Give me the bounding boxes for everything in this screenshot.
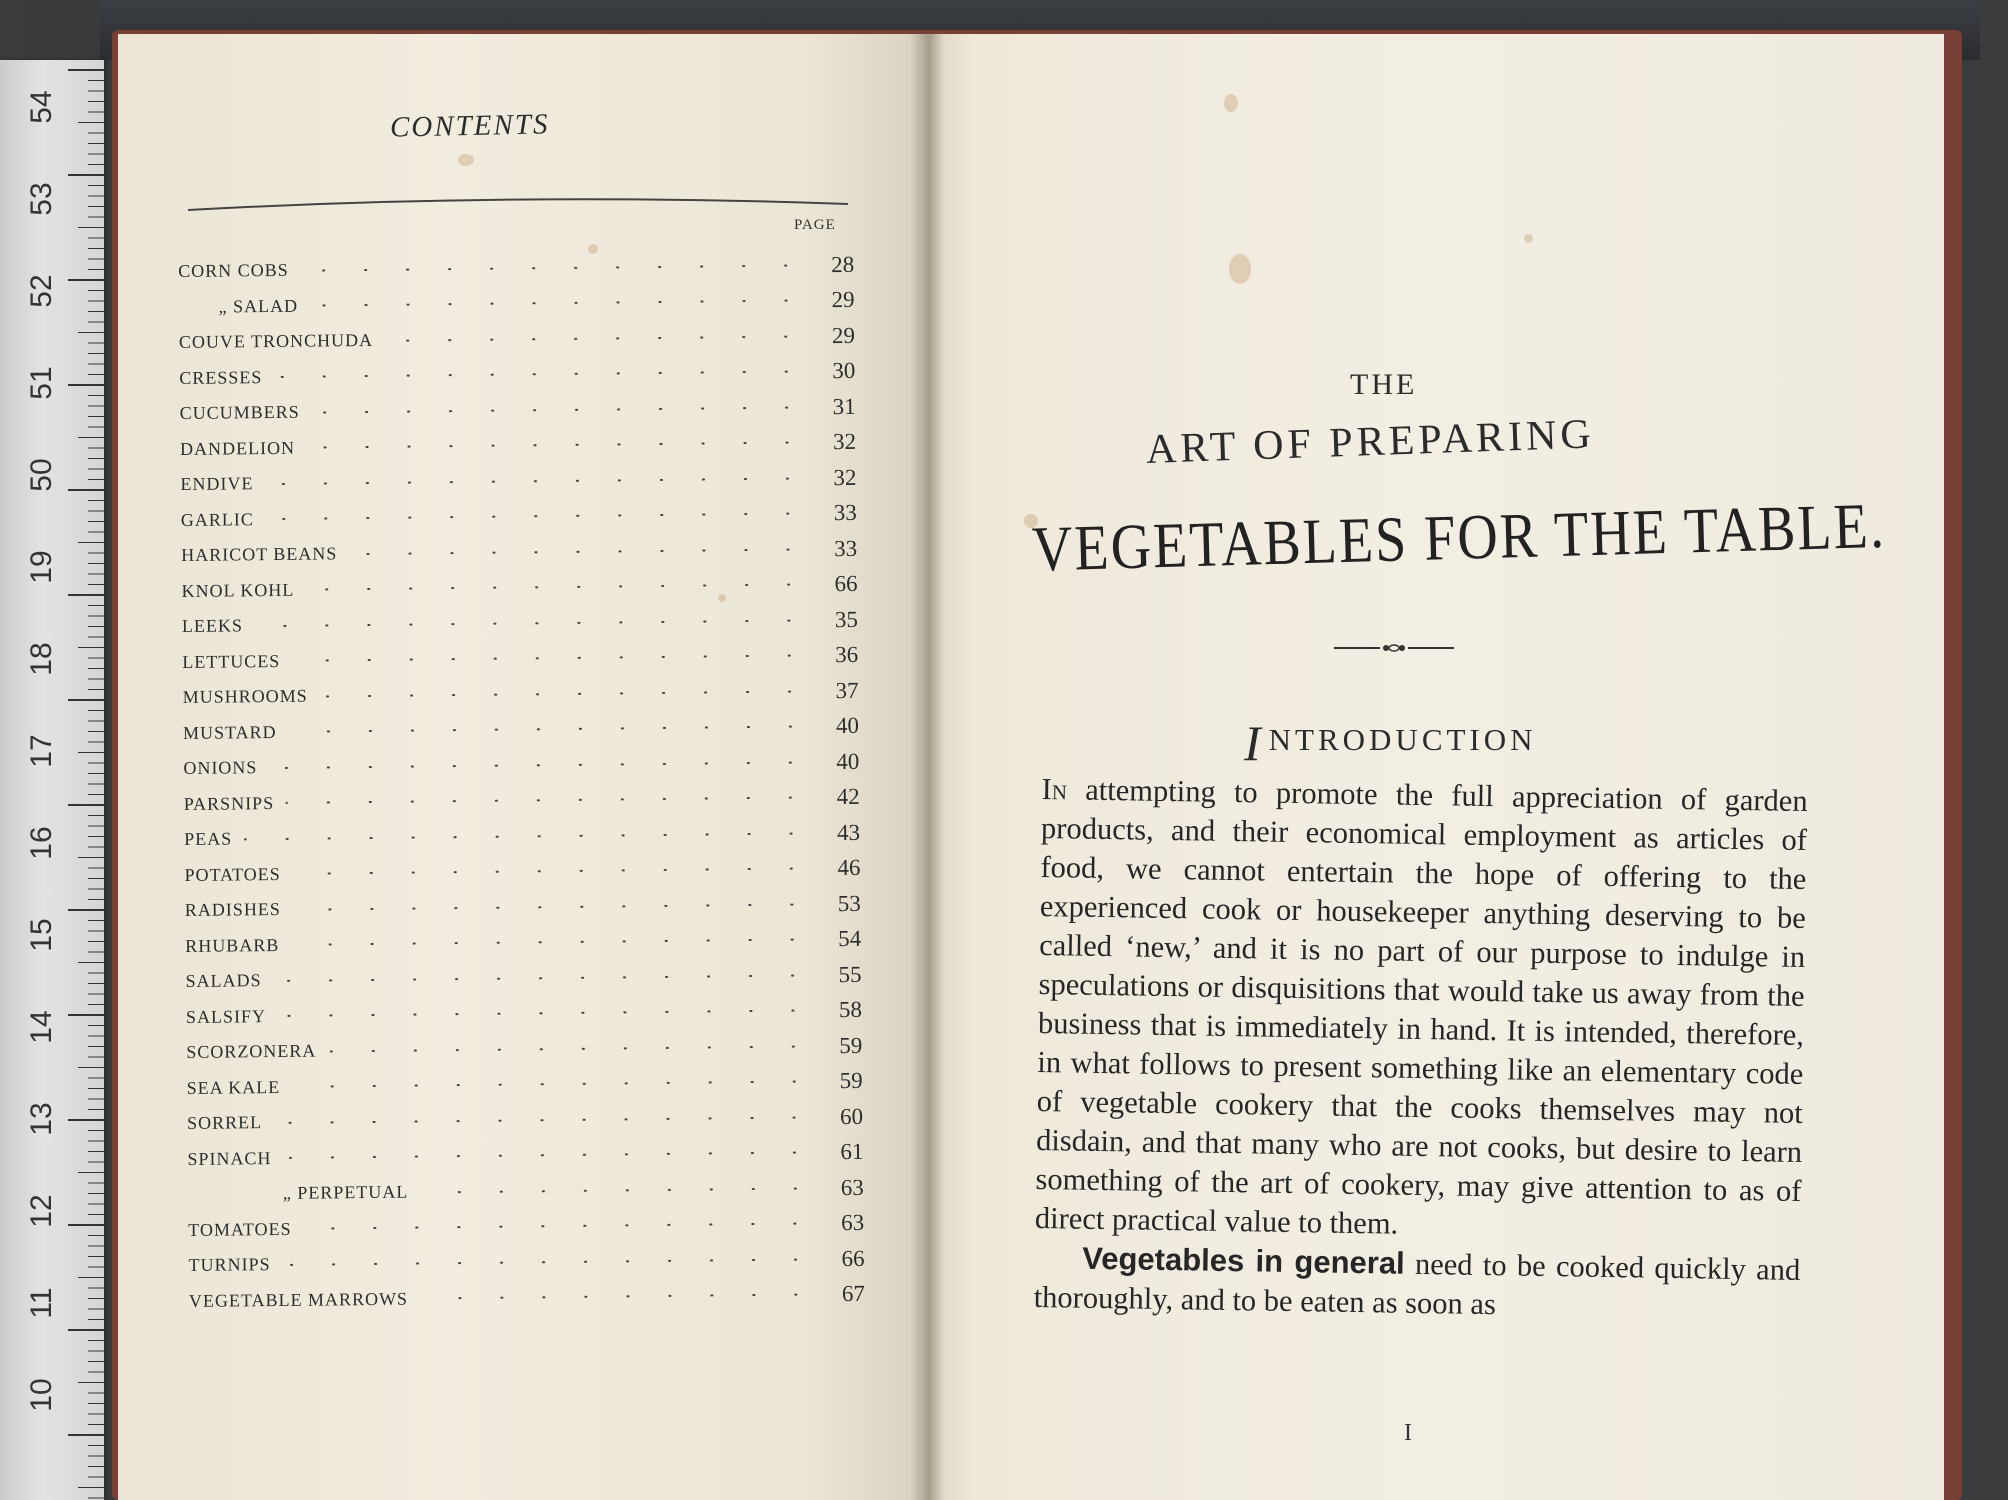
- contents-entry-name: ONIONS: [183, 757, 258, 779]
- section-heading-rest: NTRODUCTION: [1268, 722, 1537, 757]
- contents-entry-name: LEEKS: [181, 615, 243, 637]
- page-column-header: PAGE: [794, 217, 836, 233]
- ruler-label: 15: [25, 918, 58, 952]
- ruler-label: 13: [25, 1102, 58, 1136]
- ruler-label: 53: [25, 182, 58, 216]
- contents-entry-name: VEGETABLE MARROWS: [188, 1288, 409, 1311]
- contents-entry-page: 36: [835, 642, 859, 668]
- contents-entry-page: 32: [833, 464, 857, 490]
- section-heading: [1244, 704, 1537, 771]
- contents-entry-page: 28: [831, 251, 855, 277]
- contents-entry-page: 59: [839, 1068, 863, 1094]
- contents-entry-page: 31: [832, 393, 856, 419]
- dot-leader: [265, 477, 808, 485]
- ornament-rule: [1334, 638, 1454, 658]
- dot-leader: [266, 513, 809, 521]
- contents-entry-page: 29: [831, 322, 856, 348]
- dot-leader: [283, 1258, 817, 1266]
- dot-leader: [292, 1081, 814, 1088]
- paragraph-2-text: need to be cooked quickly and thoroughly, and to be eaten as soon as: [1033, 1246, 1801, 1322]
- dot-leader: [274, 1116, 815, 1124]
- contents-entry-name: SPINACH: [187, 1147, 272, 1169]
- contents-entry-name: CORN COBS: [178, 260, 289, 282]
- paragraph-1-text: attempting to promote the full appreciation of garden products, and their economical employment as articles of food, we cannot entertain the hope of offering to the experienced cook or housekeeper anything deserving to be called ‘new,’ and it is no part of our purpose to indulge in speculations or disquisitions that would take us away from the business that is immediately in hand. It is intended, therefore, in what follows to present something like an elementary code of vegetable cookery that the cooks themselves may not disdain, and that many who are not cooks, but desire to learn something of the art of cookery, may give attention to as of direct practical value to them.: [1034, 772, 1808, 1241]
- dot-leader: [328, 1045, 814, 1052]
- contents-entry-name: RADISHES: [184, 899, 281, 921]
- title-line-1: THE: [1350, 368, 1418, 401]
- dot-leader: [385, 335, 807, 341]
- dot-leader: [278, 1010, 814, 1018]
- section-initial: I: [1244, 715, 1265, 771]
- contents-entry-page: 63: [840, 1174, 864, 1200]
- ruler-label: 12: [25, 1194, 58, 1228]
- contents-entry-page: 53: [837, 890, 861, 916]
- contents-entry-name: CUCUMBERS: [179, 401, 300, 424]
- dot-leader: [269, 761, 811, 769]
- contents-entry-name: TURNIPS: [188, 1254, 271, 1276]
- foxing-spot: [458, 154, 474, 166]
- contents-entry-page: 29: [831, 287, 855, 313]
- title-line-2: ART OF PREPARING: [1145, 411, 1596, 473]
- dot-leader: [306, 584, 809, 591]
- dot-leader: [349, 548, 809, 555]
- title-rule: [188, 196, 848, 216]
- contents-entry-page: 33: [833, 535, 858, 561]
- ruler-label: 16: [25, 826, 58, 860]
- contents-entry-name: „ PERPETUAL: [282, 1181, 409, 1204]
- contents-entry-page: 30: [832, 358, 856, 384]
- contents-entry-page: 42: [836, 784, 860, 810]
- ruler-label: 11: [25, 1287, 58, 1319]
- ruler-label: 14: [25, 1010, 58, 1044]
- contents-entry-page: 58: [838, 997, 863, 1023]
- body-text: [1033, 770, 1807, 1329]
- paragraph-1: [1035, 770, 1808, 1250]
- ruler-label: 17: [25, 734, 58, 768]
- contents-entry-name: DANDELION: [179, 437, 296, 459]
- contents-entry-page: 66: [841, 1245, 865, 1271]
- contents-entry-name: POTATOES: [184, 863, 281, 885]
- contents-entry-page: 46: [837, 855, 861, 881]
- contents-title: CONTENTS: [389, 108, 550, 144]
- contents-entry-name: LETTUCES: [182, 650, 281, 672]
- dot-leader: [293, 903, 813, 910]
- contents-entry-page: 35: [834, 606, 858, 632]
- ruler-label: 52: [25, 274, 58, 308]
- contents-entry-name: SCORZONERA: [186, 1040, 317, 1063]
- ruler-label: 18: [25, 642, 58, 676]
- contents-entry-name: „ SALAD: [218, 295, 299, 317]
- contents-entry-name: PARSNIPS: [183, 792, 275, 814]
- dot-leader: [312, 406, 808, 413]
- contents-entry-page: 66: [834, 571, 858, 597]
- dot-leader: [293, 868, 813, 875]
- contents-entry-page: 32: [832, 429, 857, 455]
- contents-list: [178, 247, 865, 1319]
- dot-leader: [244, 832, 812, 840]
- dot-leader: [286, 797, 812, 805]
- contents-entry-page: 43: [836, 819, 861, 845]
- contents-entry-name: SEA KALE: [186, 1076, 281, 1098]
- contents-entry-name: SORREL: [186, 1112, 263, 1134]
- dot-leader: [274, 974, 814, 982]
- contents-entry-name: KNOL KOHL: [181, 579, 295, 601]
- ruler-label: 50: [25, 458, 58, 492]
- title-line-3: VEGETABLES FOR THE TABLE.: [1031, 490, 1887, 586]
- dot-leader: [310, 300, 806, 307]
- contents-entry-name: RHUBARB: [185, 934, 280, 956]
- book-gutter: [910, 34, 944, 1500]
- dot-leader: [301, 264, 806, 271]
- dot-leader: [420, 1294, 817, 1300]
- contents-entry-name: MUSTARD: [182, 721, 277, 743]
- contents-entry-name: CRESSES: [179, 366, 263, 388]
- dot-leader: [304, 1223, 817, 1230]
- ruler-label: 19: [25, 550, 58, 584]
- page-folio: I: [1404, 1420, 1412, 1446]
- foxing-spot: [1524, 234, 1533, 243]
- ruler-label: 10: [25, 1378, 58, 1412]
- dot-leader: [274, 371, 807, 379]
- contents-entry-name: COUVE TRONCHUDA: [178, 330, 374, 353]
- contents-entry-name: TOMATOES: [188, 1218, 292, 1240]
- contents-entry-name: SALSIFY: [185, 1005, 267, 1027]
- dot-leader: [307, 442, 808, 449]
- contents-entry-page: 60: [839, 1103, 864, 1129]
- dot-leader: [289, 726, 811, 733]
- contents-entry-page: 67: [841, 1281, 866, 1307]
- paragraph-1-lead: In: [1041, 771, 1068, 807]
- contents-entry-name: MUSHROOMS: [182, 685, 308, 708]
- paragraph-2: [1033, 1238, 1800, 1329]
- contents-entry-page: 40: [836, 748, 860, 774]
- foxing-spot: [1229, 254, 1251, 284]
- contents-entry: [189, 1276, 865, 1319]
- contents-entry-name: SALADS: [185, 970, 262, 992]
- contents-entry-name: PEAS: [184, 828, 233, 850]
- contents-entry-page: 40: [835, 713, 860, 739]
- contents-entry-page: 54: [838, 926, 862, 952]
- contents-entry-page: 33: [833, 500, 857, 526]
- measuring-ruler: [0, 60, 104, 1500]
- contents-entry-name: ENDIVE: [180, 473, 254, 495]
- paragraph-2-bold: Vegetables in general: [1082, 1240, 1405, 1281]
- contents-entry-page: 37: [835, 677, 859, 703]
- dot-leader: [291, 939, 813, 946]
- contents-entry-page: 59: [839, 1032, 863, 1058]
- contents-entry-page: 55: [838, 961, 862, 987]
- contents-entry-page: 61: [840, 1139, 864, 1165]
- dot-leader: [320, 690, 811, 697]
- contents-entry-page: 63: [841, 1210, 865, 1236]
- ruler-label: 54: [25, 90, 58, 124]
- contents-entry-name: HARICOT BEANS: [181, 543, 338, 566]
- dot-leader: [283, 1152, 815, 1160]
- dot-leader: [420, 1187, 815, 1193]
- dot-leader: [292, 655, 810, 662]
- dot-leader: [255, 619, 810, 627]
- contents-entry-name: GARLIC: [180, 508, 254, 530]
- foxing-spot: [1224, 94, 1238, 112]
- ruler-label: 51: [25, 366, 58, 400]
